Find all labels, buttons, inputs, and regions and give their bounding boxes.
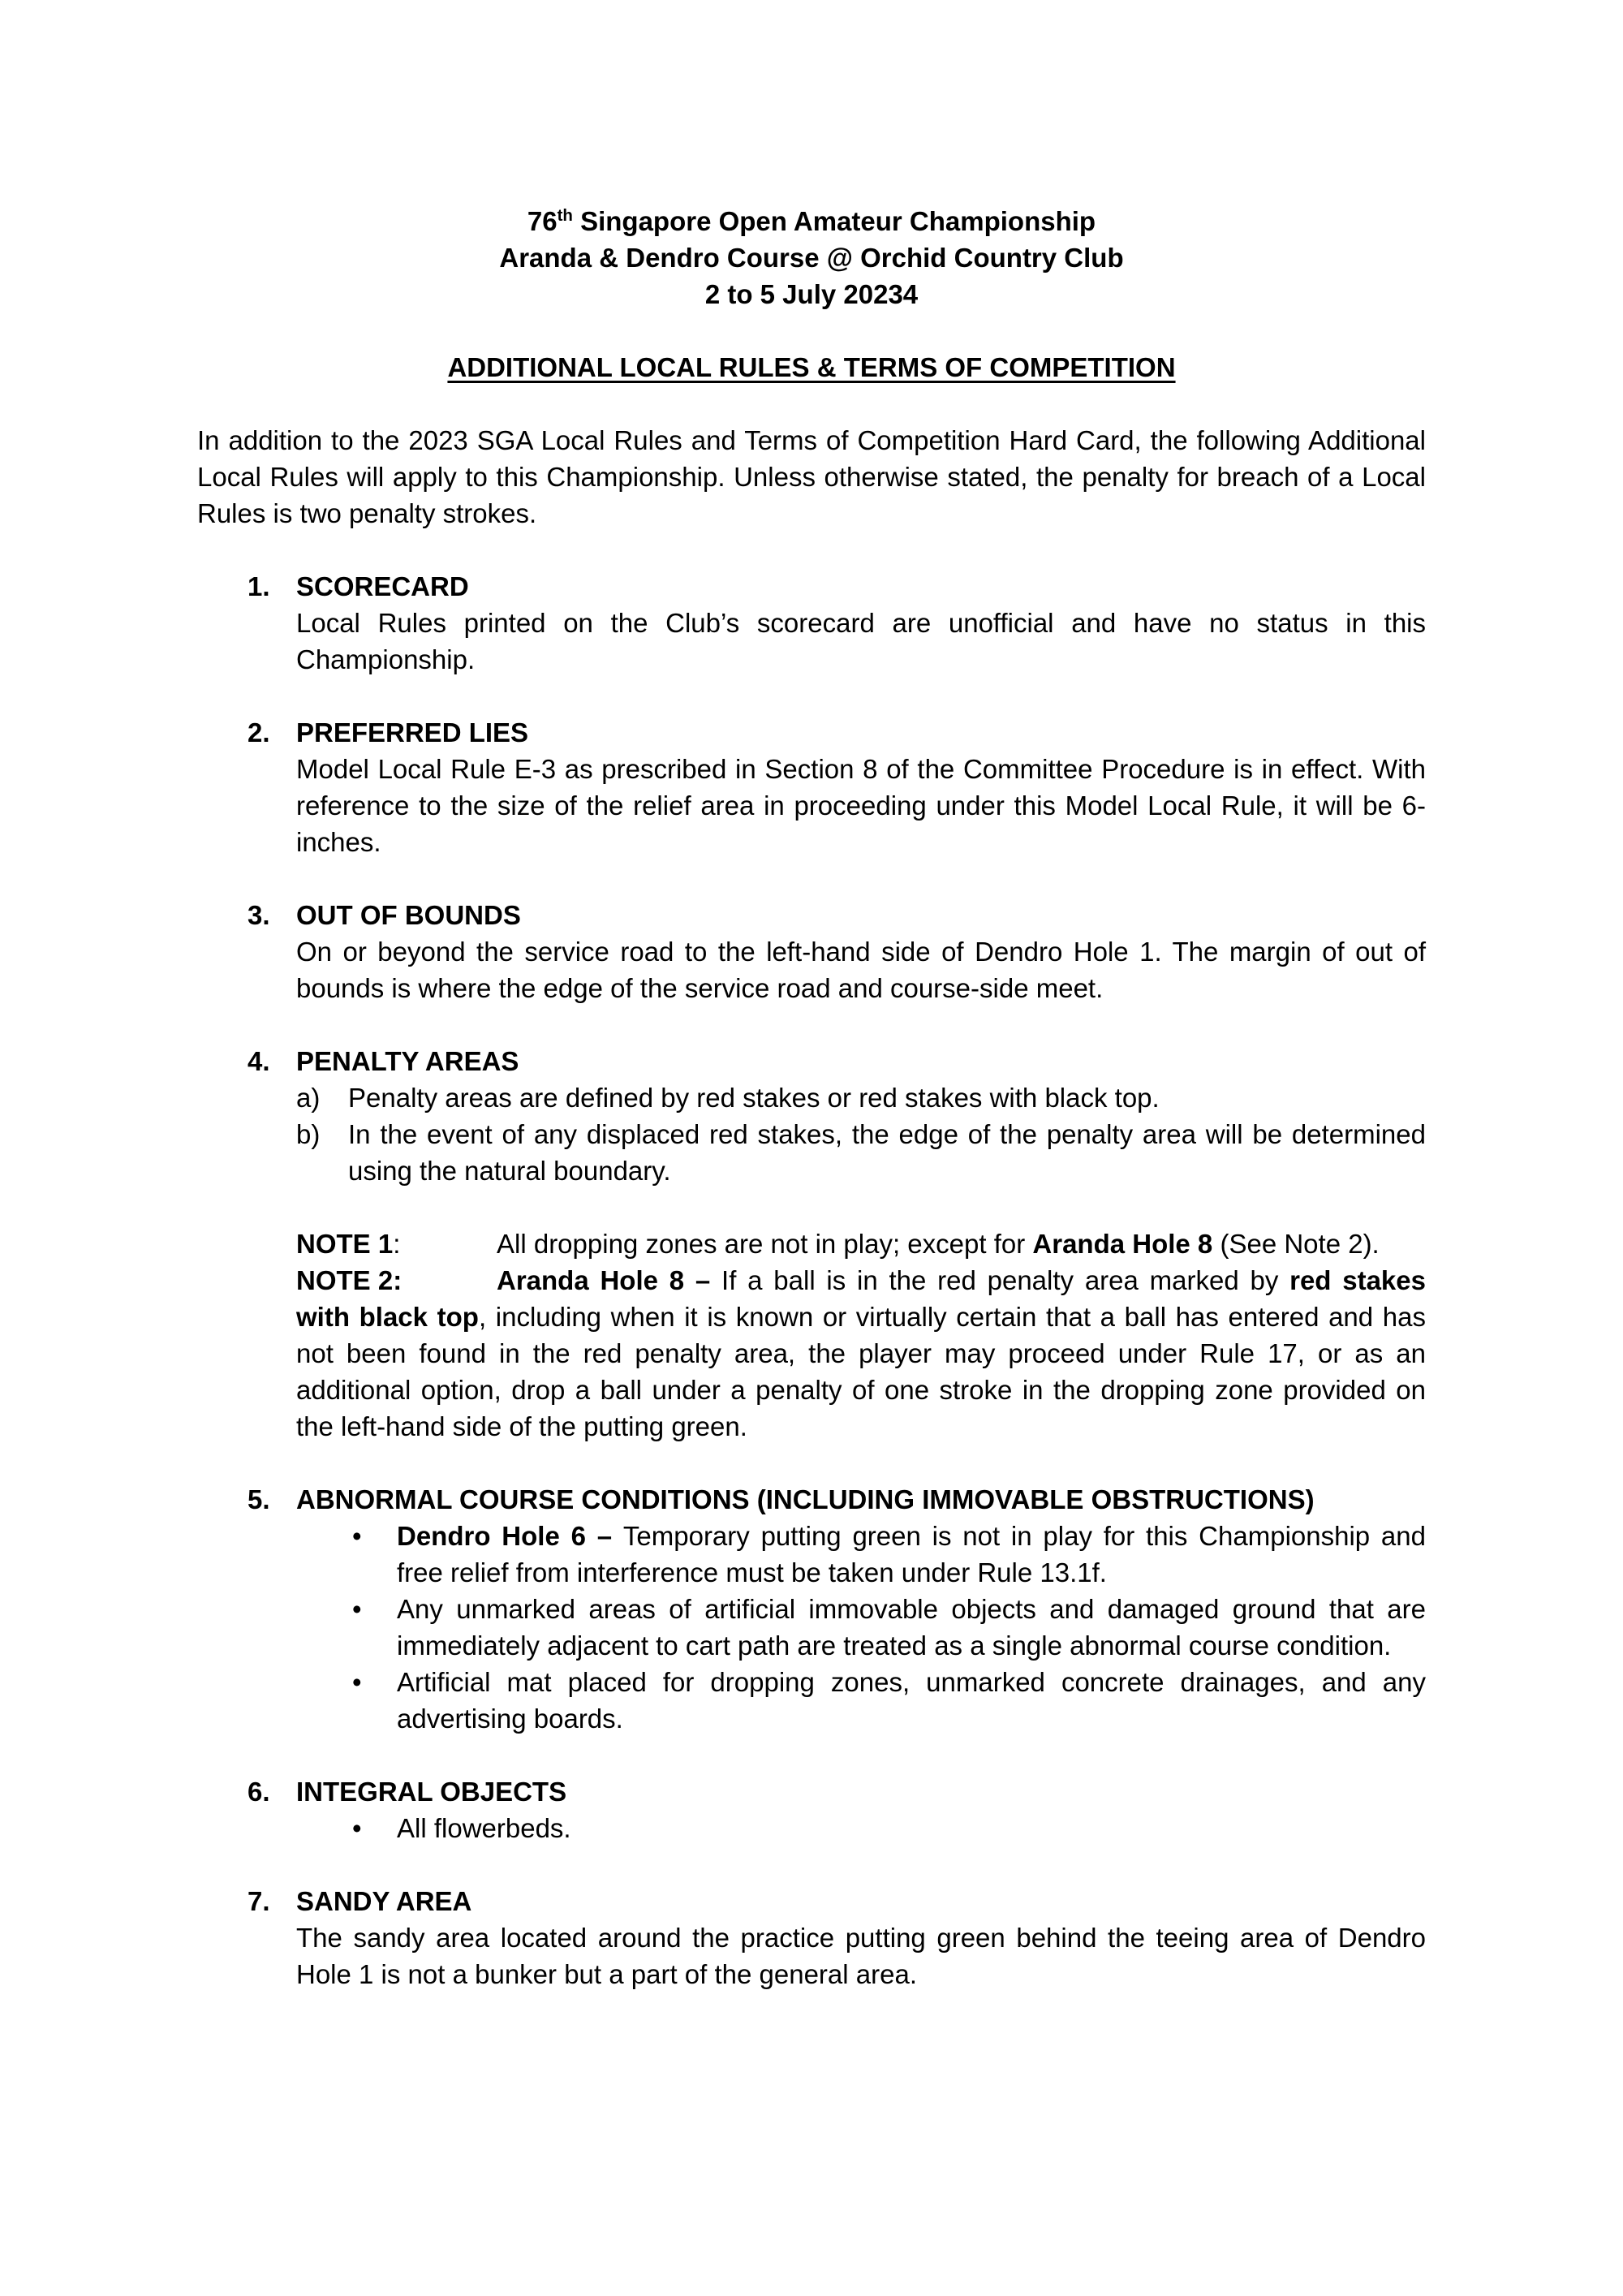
title-line-1-rest: Singapore Open Amateur Championship — [572, 206, 1096, 236]
section-title: SANDY AREA — [296, 1886, 472, 1916]
section-title: ABNORMAL COURSE CONDITIONS (INCLUDING IMMOVABLE OBSTRUCTIONS) — [296, 1484, 1315, 1514]
title-line-2: Aranda & Dendro Course @ Orchid Country Club — [499, 243, 1124, 273]
section-number: 4. — [248, 1046, 270, 1076]
bullet-icon: • — [352, 1521, 362, 1551]
bullet-icon: • — [352, 1813, 362, 1843]
section-penalty-areas — [197, 1043, 1426, 1445]
section-body: On or beyond the service road to the left-hand side of Dendro Hole 1. The margin of out of bounds is where the edge of the service road and course-side meet. — [296, 937, 1426, 1003]
list-item-text: Penalty areas are defined by red stakes or red stakes with black top. — [348, 1083, 1160, 1113]
note-1-bold: Aranda Hole 8 — [1032, 1229, 1213, 1259]
bullet-icon: • — [352, 1594, 362, 1624]
title-block — [197, 203, 1426, 312]
note-1-paragraph — [296, 1226, 1426, 1262]
note-2-text: If a ball is in the red penalty area marked by — [721, 1265, 1290, 1295]
section-preferred-lies — [197, 714, 1426, 860]
intro-paragraph: In addition to the 2023 SGA Local Rules and Terms of Competition Hard Card, the following Additional Local Rules will apply to this Championship. Unless otherwise stated, the penalty for breach of a Local Rules is two penalty strokes. — [197, 425, 1426, 528]
section-body: Local Rules printed on the Club’s scorecard are unofficial and have no status in this Championship. — [296, 608, 1426, 674]
list-item-label: a) — [296, 1083, 321, 1113]
note-2-bold-lead: Aranda Hole 8 – — [497, 1265, 722, 1295]
bullet-text: Dendro Hole 6 – Temporary putting green is not in play for this Championship and free relief from interference must be taken under Rule 13.1f. — [397, 1521, 1426, 1587]
note-2-text-end: , including when it is known or virtually certain that a ball has entered and has not been found in the red penalty area, the player may proceed under Rule 17, or as an additional option, drop a ball under a penalty of one stroke in the dropping zone provided on the left-hand side of the putting green. — [296, 1302, 1426, 1441]
note-1-text: All dropping zones are not in play; except for — [497, 1229, 1033, 1259]
bullet-text: All flowerbeds. — [397, 1813, 571, 1843]
title-line-1 — [197, 203, 1426, 239]
note-1-text-end: (See Note 2). — [1212, 1229, 1380, 1259]
section-body: Model Local Rule E-3 as prescribed in Section 8 of the Committee Procedure is in effect. With reference to the size of the relief area in proceeding under this Model Local Rule, it will be 6-inches. — [296, 754, 1426, 857]
note-1-label: NOTE 1: — [296, 1229, 401, 1259]
bullet-text: Artificial mat placed for dropping zones, unmarked concrete drainages, and any advertising boards. — [397, 1667, 1426, 1734]
bullet-item — [296, 1518, 1426, 1591]
list-item-b — [296, 1116, 1426, 1189]
section-title: PREFERRED LIES — [296, 717, 529, 747]
section-number: 1. — [248, 571, 270, 601]
section-scorecard — [197, 568, 1426, 678]
section-number: 5. — [248, 1484, 270, 1514]
section-out-of-bounds — [197, 897, 1426, 1006]
section-number: 7. — [248, 1886, 270, 1916]
section-number: 3. — [248, 900, 270, 930]
note-2-label: NOTE 2: — [296, 1265, 403, 1295]
bullet-text: Any unmarked areas of artificial immovable objects and damaged ground that are immediately adjacent to cart path are treated as a single abnormal course condition. — [397, 1594, 1426, 1661]
section-abnormal-course-conditions — [197, 1481, 1426, 1737]
note-2-bold: red stakes with black top — [296, 1265, 1426, 1332]
section-number: 6. — [248, 1777, 270, 1807]
ordinal-superscript: th — [557, 206, 573, 225]
section-title: OUT OF BOUNDS — [296, 900, 521, 930]
list-item-text: In the event of any displaced red stakes, the edge of the penalty area will be determined using the natural boundary. — [348, 1119, 1426, 1186]
bullet-item — [296, 1810, 1426, 1846]
section-sandy-area — [197, 1883, 1426, 1992]
notes-block — [296, 1226, 1426, 1445]
bullet-item — [296, 1591, 1426, 1664]
bullet-icon: • — [352, 1667, 362, 1697]
title-line-1-number: 76 — [527, 206, 558, 236]
note-2-paragraph — [296, 1262, 1426, 1445]
bullet-item — [296, 1664, 1426, 1737]
document-heading: ADDITIONAL LOCAL RULES & TERMS OF COMPETITION — [447, 352, 1176, 382]
section-body: The sandy area located around the practice putting green behind the teeing area of Dendro Hole 1 is not a bunker but a part of the general area. — [296, 1923, 1426, 1989]
section-title: SCORECARD — [296, 571, 469, 601]
section-number: 2. — [248, 717, 270, 747]
section-title: INTEGRAL OBJECTS — [296, 1777, 567, 1807]
section-integral-objects — [197, 1773, 1426, 1846]
list-item-a — [296, 1079, 1426, 1116]
title-line-3: 2 to 5 July 20234 — [704, 279, 919, 309]
list-item-label: b) — [296, 1119, 321, 1149]
section-title: PENALTY AREAS — [296, 1046, 519, 1076]
